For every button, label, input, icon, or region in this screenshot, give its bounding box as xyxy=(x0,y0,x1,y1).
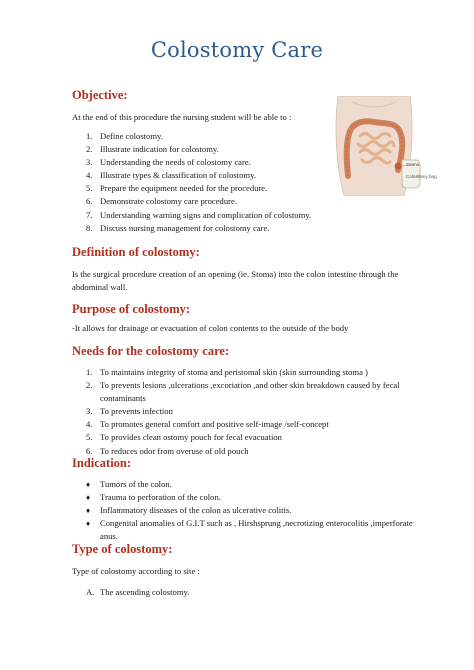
list-item: 5. To provides clean ostomy pouch for fecal evacuation xyxy=(86,432,282,443)
list-item: 1. To maintains integrity of stoma and peristomal skin (skin surrounding stoma ) xyxy=(86,367,368,377)
list-item: 6. To reduces odor from overuse of old pouch xyxy=(86,445,249,456)
type-intro: Type of colostomy according to site : xyxy=(72,566,200,576)
abdomen-colon-icon xyxy=(330,96,442,196)
colostomy-bag-label: Colostomy bag xyxy=(406,174,437,179)
indication-heading: Indication: xyxy=(72,456,132,470)
definition-text: Is the surgical procedure creation of an opening (ie. Stoma) into the colon intestine through the abdominal wall. xyxy=(72,269,399,292)
list-item: 4. Illustrate types & classification of colostomy. xyxy=(86,170,257,181)
needs-heading: Needs for the colostomy care: xyxy=(72,344,230,358)
colostomy-illustration xyxy=(330,96,442,196)
purpose-text: -It allows for drainage or evacuation of colon contents to the outside of the body xyxy=(72,323,349,333)
needs-list xyxy=(86,366,420,458)
list-item: ♦ Congenital anomalies of G.I.T such as , Hirshsprung ,necrotizing enterocolitis ,imperforate anus. xyxy=(86,518,413,541)
list-item: ♦ Tumors of the colon. xyxy=(86,479,172,489)
list-item: 3. Understanding the needs of colostomy care. xyxy=(86,157,251,168)
objective-list xyxy=(86,130,311,235)
list-item: 6. Demonstrate colostomy care procedure. xyxy=(86,196,237,207)
list-item: 2. To prevents lesions ,ulcerations ,excoriation ,and other skin breakdown caused by fecal contaminants xyxy=(86,380,400,404)
type-heading: Type of colostomy: xyxy=(72,542,173,556)
list-item: 8. Discuss nursing management for colostomy care. xyxy=(86,222,270,233)
diamond-bullet-icon: ♦ xyxy=(86,493,91,502)
list-item: 4. To promotes general comfort and positive self-image /self-concept xyxy=(86,419,329,430)
type-list xyxy=(86,586,189,599)
page-title: Colostomy Care xyxy=(150,38,324,62)
list-item: 5. Prepare the equipment needed for the procedure. xyxy=(86,183,268,194)
diamond-bullet-icon: ♦ xyxy=(86,480,91,489)
purpose-heading: Purpose of colostomy: xyxy=(72,302,191,316)
list-item: ♦ Trauma to perforation of the colon. xyxy=(86,492,221,502)
diamond-bullet-icon: ♦ xyxy=(86,519,91,528)
objective-heading: Objective: xyxy=(72,88,128,102)
diamond-bullet-icon: ♦ xyxy=(86,506,91,515)
list-item: ♦ Inflammatory diseases of the colon as ulcerative colitis. xyxy=(86,505,292,515)
list-item: A. The ascending colostomy. xyxy=(86,587,190,597)
definition-heading: Definition of colostomy: xyxy=(72,245,200,259)
list-item: 2. Illustrate indication for colostomy. xyxy=(86,144,219,155)
list-item: 7. Understanding warning signs and complication of colostomy. xyxy=(86,209,312,220)
objective-intro: At the end of this procedure the nursing student will be able to : xyxy=(72,112,292,122)
list-item: 1. Define colostomy. xyxy=(86,131,163,141)
stoma-label: Stoma xyxy=(406,162,420,167)
list-item: 3. To prevents infection xyxy=(86,406,173,417)
indication-list xyxy=(86,478,420,543)
